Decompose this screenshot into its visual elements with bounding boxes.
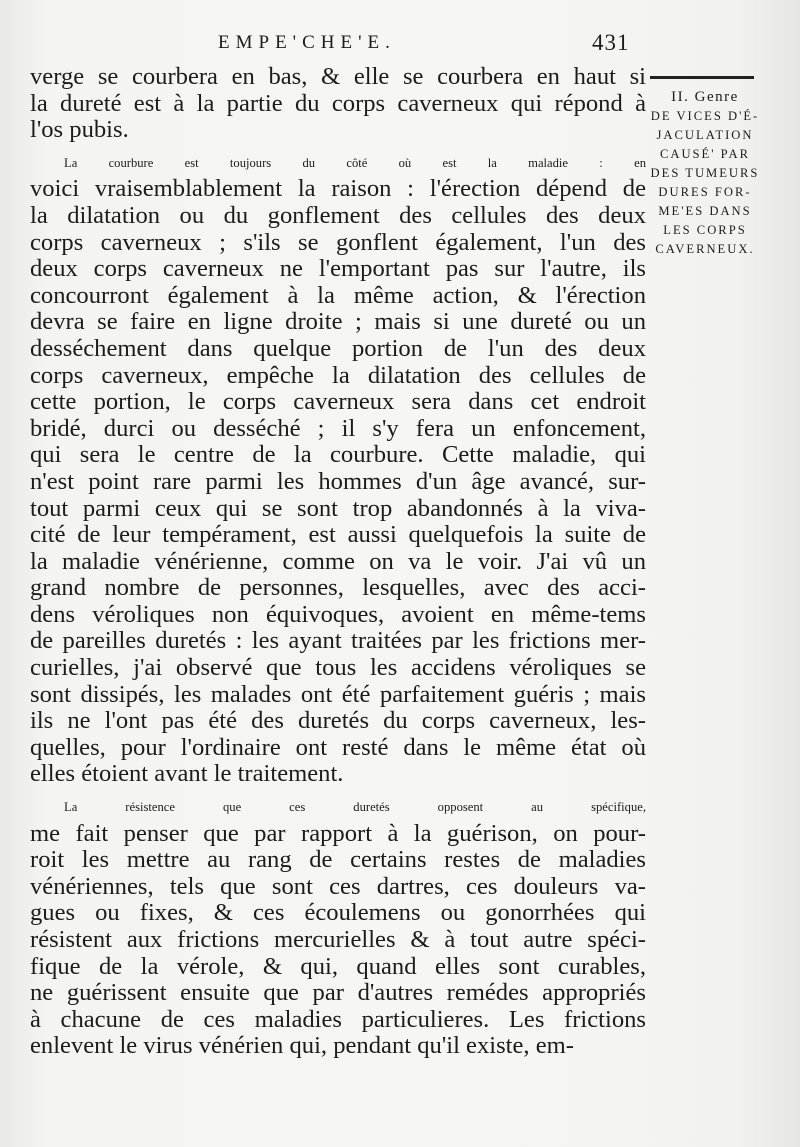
- margin-note: [650, 88, 760, 259]
- text-line: n'est point rare parmi les hommes d'un âge avancé, sur-: [30, 467, 646, 495]
- text-line: gues ou fixes, & ces écoulemens ou gonorrhées qui: [30, 899, 646, 927]
- text-line: corps caverneux ; s'ils se gonflent également, l'un des: [30, 228, 646, 256]
- text-line: sont dissipés, les malades ont été parfaitement guéris ; mais: [30, 680, 646, 708]
- margin-note-line: LES CORPS: [663, 223, 747, 237]
- text-line: tout parmi ceux qui se sont trop abandonnés à la viva-: [30, 494, 646, 522]
- margin-note-line: DES TUMEURS: [650, 166, 760, 180]
- text-line: me fait penser que par rapport à la guérison, on pour-: [30, 819, 646, 847]
- text-line: l'os pubis.: [30, 116, 129, 144]
- text-line: desséchement dans quelque portion de l'un des deux: [30, 334, 646, 362]
- text-line: enlevent le virus vénérien qui, pendant qu'il existe, em-: [30, 1032, 574, 1060]
- text-line: la maladie vénérienne, comme on va le voir. J'ai vû un: [30, 547, 646, 575]
- text-line: ne guérissent ensuite que par d'autres remédes appropriés: [30, 979, 646, 1007]
- text-line: vénériennes, tels que sont ces dartres, ces douleurs va-: [30, 872, 646, 900]
- show-through-shadow: [748, 610, 800, 870]
- text-line: la dureté est à la partie du corps caverneux qui répond à: [30, 89, 646, 117]
- running-title: EMPE'CHE'E.: [218, 32, 396, 53]
- text-line: devra se faire en ligne droite ; mais si une dureté ou un: [30, 308, 646, 336]
- text-line: corps caverneux, empêche la dilatation des cellules de: [30, 361, 646, 389]
- margin-note-line: JACULATION: [656, 128, 754, 142]
- text-line: dens véroliques non équivoques, avoient en même-tems: [30, 600, 646, 628]
- margin-note-line: DURES FOR-: [658, 185, 752, 199]
- text-line: La résistence que ces duretés opposent au spécifique,: [64, 800, 646, 815]
- text-line: elles étoient avant le traitement.: [30, 760, 344, 788]
- text-line: concourront également à la même action, & l'érection: [30, 281, 646, 309]
- text-line: grand nombre de personnes, lesquelles, avec des acci-: [30, 574, 646, 602]
- paragraph: [30, 64, 646, 144]
- text-line: La courbure est toujours du côté où est la maladie : en: [64, 155, 646, 170]
- text-line: verge se courbera en bas, & elle se courbera en haut si: [30, 63, 646, 90]
- margin-note-line: CAUSÉ' PAR: [659, 147, 751, 161]
- text-line: roit les mettre au rang de certains restes de maladies: [30, 846, 646, 874]
- text-line: voici vraisemblablement la raison : l'érection dépend de: [30, 175, 646, 203]
- text-line: quelles, pour l'ordinaire ont resté dans le même état où: [30, 733, 646, 761]
- text-line: à chacune de ces maladies particulieres. Les frictions: [30, 1005, 646, 1033]
- text-line: de pareilles duretés : les ayant traitées par les frictions mer-: [30, 627, 646, 655]
- paragraph: [30, 150, 646, 788]
- margin-note-line: ME'ES DANS: [658, 204, 752, 218]
- text-line: fique de la vérole, & qui, quand elles sont curables,: [30, 952, 646, 980]
- margin-rule: [650, 76, 754, 79]
- paragraph: [30, 794, 646, 1060]
- text-line: la dilatation ou du gonflement des cellules des deux: [30, 201, 646, 229]
- margin-note-line: DE VICES D'É-: [650, 109, 760, 123]
- body-text: [30, 64, 646, 1060]
- page-number: 431: [592, 30, 630, 55]
- text-line: deux corps caverneux ne l'emportant pas sur l'autre, ils: [30, 255, 646, 283]
- text-line: curielles, j'ai observé que tous les accidens véroliques se: [30, 654, 646, 682]
- margin-note-line: II. Genre: [671, 89, 739, 105]
- text-line: résistent aux frictions mercurielles & à tout autre spéci-: [30, 926, 646, 953]
- page-header: [0, 30, 800, 60]
- text-line: cette portion, le corps caverneux sera dans cet endroit: [30, 388, 646, 416]
- text-line: ils ne l'ont pas été des duretés du corps caverneux, les-: [30, 707, 646, 735]
- text-line: bridé, durci ou desséché ; il s'y fera un enfoncement,: [30, 414, 646, 442]
- text-line: qui sera le centre de la courbure. Cette maladie, qui: [30, 441, 646, 469]
- text-line: cité de leur tempérament, est aussi quelquefois la suite de: [30, 521, 646, 549]
- margin-note-line: CAVERNEUX.: [655, 242, 755, 256]
